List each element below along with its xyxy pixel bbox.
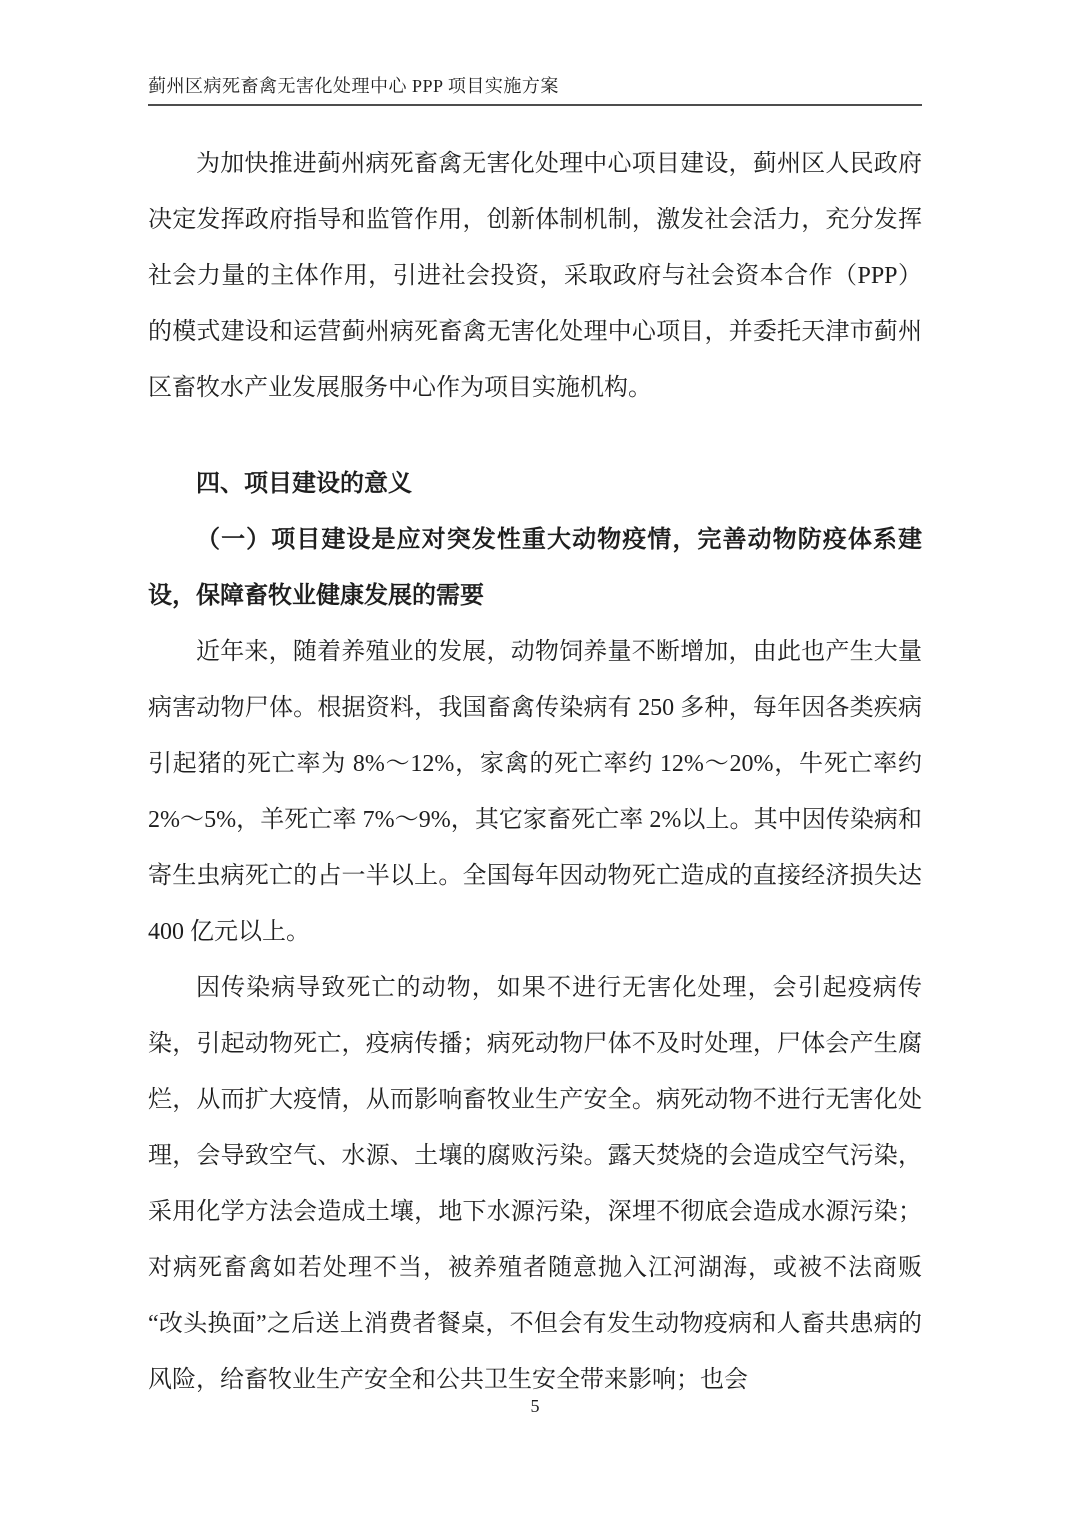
paragraph-livestock-statistics: 近年来，随着养殖业的发展，动物饲养量不断增加，由此也产生大量病害动物尸体。根据资料，我国畜禽传染病有 250 多种，每年因各类疾病引起猪的死亡率为 8%～12%，家禽的死亡率约 12%～20%，牛死亡率约 2%～5%，羊死亡率 7%～9%，其它家畜死亡率 2%以上。其中因传染病和寄生虫病死亡的占一半以上。全国每年因动物死亡造成的直接经济损失达 400 亿元以上。 — [148, 639, 922, 945]
section-heading: 四、项目建设的意义 — [196, 471, 412, 497]
header-title: 蓟州区病死畜禽无害化处理中心 PPP 项目实施方案 — [148, 76, 559, 96]
subsection-heading: （一）项目建设是应对突发性重大动物疫情，完善动物防疫体系建设，保障畜牧业健康发展的需要 — [148, 527, 922, 609]
page-number: 5 — [530, 1396, 540, 1416]
paragraph-intro: 为加快推进蓟州病死畜禽无害化处理中心项目建设，蓟州区人民政府决定发挥政府指导和监管作用，创新体制机制，激发社会活力，充分发挥社会力量的主体作用，引进社会投资，采取政府与社会资本合作（PPP）的模式建设和运营蓟州病死畜禽无害化处理中心项目，并委托天津市蓟州区畜牧水产业发展服务中心作为项目实施机构。 — [148, 151, 922, 401]
paragraph-disease-risks: 因传染病导致死亡的动物，如果不进行无害化处理，会引起疫病传染，引起动物死亡，疫病传播；病死动物尸体不及时处理，尸体会产生腐烂，从而扩大疫情，从而影响畜牧业生产安全。病死动物不进行无害化处理，会导致空气、水源、土壤的腐败污染。露天焚烧的会造成空气污染，采用化学方法会造成土壤，地下水源污染，深埋不彻底会造成水源污染；对病死畜禽如若处理不当，被养殖者随意抛入江河湖海，或被不法商贩“改头换面”之后送上消费者餐桌，不但会有发生动物疫病和人畜共患病的风险，给畜牧业生产安全和公共卫生安全带来影响；也会 — [148, 975, 922, 1393]
page-header — [148, 74, 922, 106]
document-body — [148, 136, 922, 1408]
page-footer — [148, 1394, 922, 1418]
